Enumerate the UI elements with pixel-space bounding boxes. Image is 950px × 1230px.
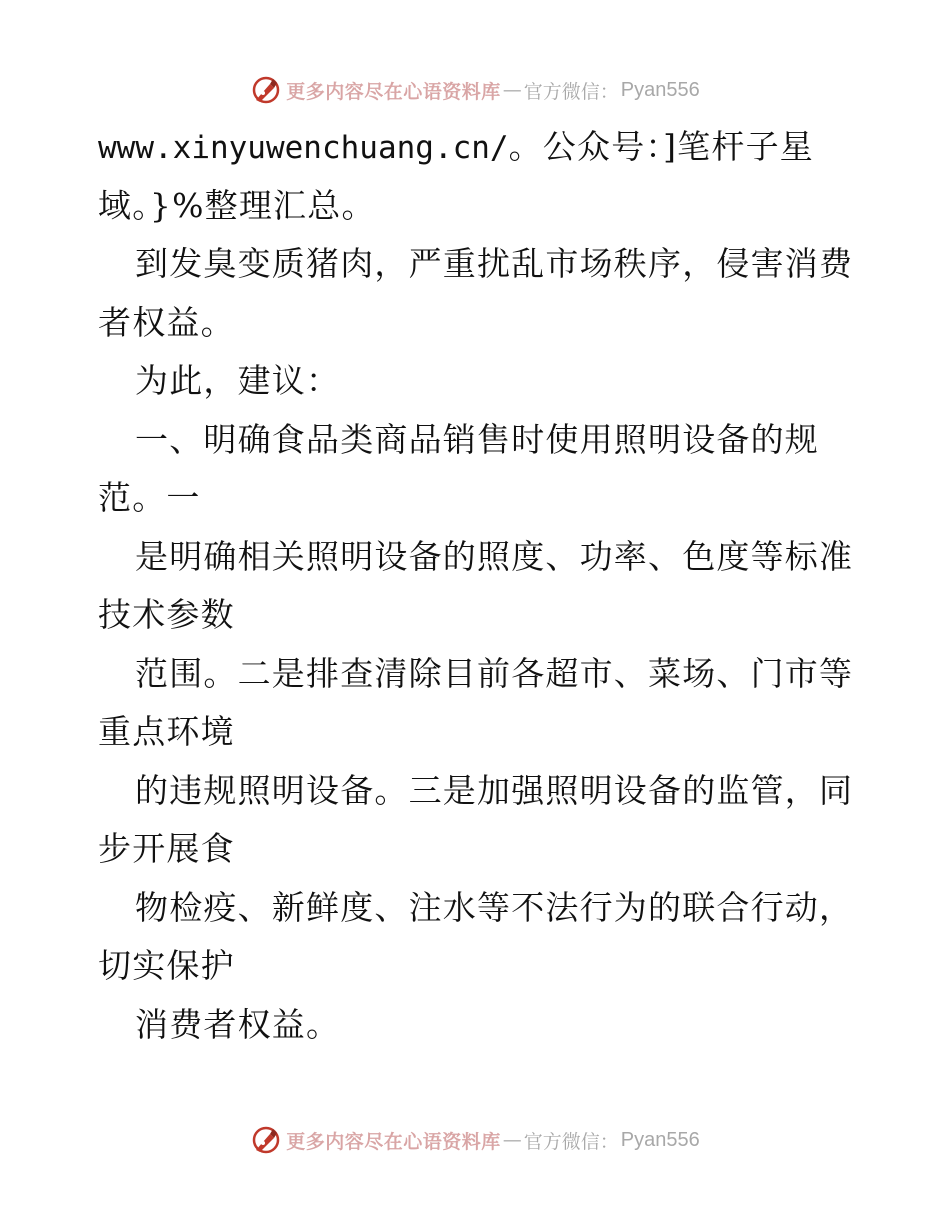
body-line-1-rest: 。公众号：]笔杆子星 (508, 127, 814, 166)
footer-wechat-label: 官方微信： (523, 1130, 619, 1153)
body-line-12: 的违规照明设备。三是加强照明设备的监管，同 (135, 770, 854, 810)
body-line-5: 为此，建议： (135, 361, 341, 400)
header-wechat-label: 官方微信： (523, 80, 619, 103)
body-line-16: 消费者权益。 (135, 1004, 341, 1044)
body-line-2: 域。}%整理汇总。 (98, 185, 376, 225)
pen-logo-icon (250, 74, 282, 106)
body-line-11: 重点环境 (98, 712, 235, 751)
body-line-14: 物检疫、新鲜度、注水等不法行为的联合行动， (135, 887, 854, 927)
body-line-1 (98, 118, 858, 177)
body-line-8: 是明确相关照明设备的照度、功率、色度等标准 (135, 536, 854, 576)
header-separator: — (502, 79, 522, 101)
body-line-3: 到发臭变质猪肉，严重扰乱市场秩序，侵害消费 (135, 244, 854, 283)
document-body (98, 118, 858, 1054)
body-line-6: 一、明确食品类商品销售时使用照明设备的规 (135, 419, 819, 459)
body-line-15: 切实保护 (98, 946, 235, 985)
body-line-4: 者权益。 (98, 302, 235, 342)
footer-wechat-id: Pyan556 (620, 1128, 700, 1151)
footer-banner (0, 1120, 950, 1160)
website-url: www.xinyuwenchuang.cn/ (98, 130, 509, 166)
pen-logo-icon (250, 1124, 282, 1156)
header-wechat-id: Pyan556 (620, 78, 700, 101)
footer-separator: — (502, 1129, 522, 1151)
body-line-10: 范围。二是排查清除目前各超市、菜场、门市等 (135, 653, 854, 693)
body-line-13: 步开展食 (98, 829, 235, 868)
body-line-9: 技术参数 (98, 595, 235, 634)
footer-promo-text: 更多内容尽在心语资料库 (286, 1130, 501, 1153)
body-line-7: 范。一 (98, 478, 201, 517)
header-banner (0, 70, 950, 110)
header-promo-text: 更多内容尽在心语资料库 (286, 80, 501, 103)
